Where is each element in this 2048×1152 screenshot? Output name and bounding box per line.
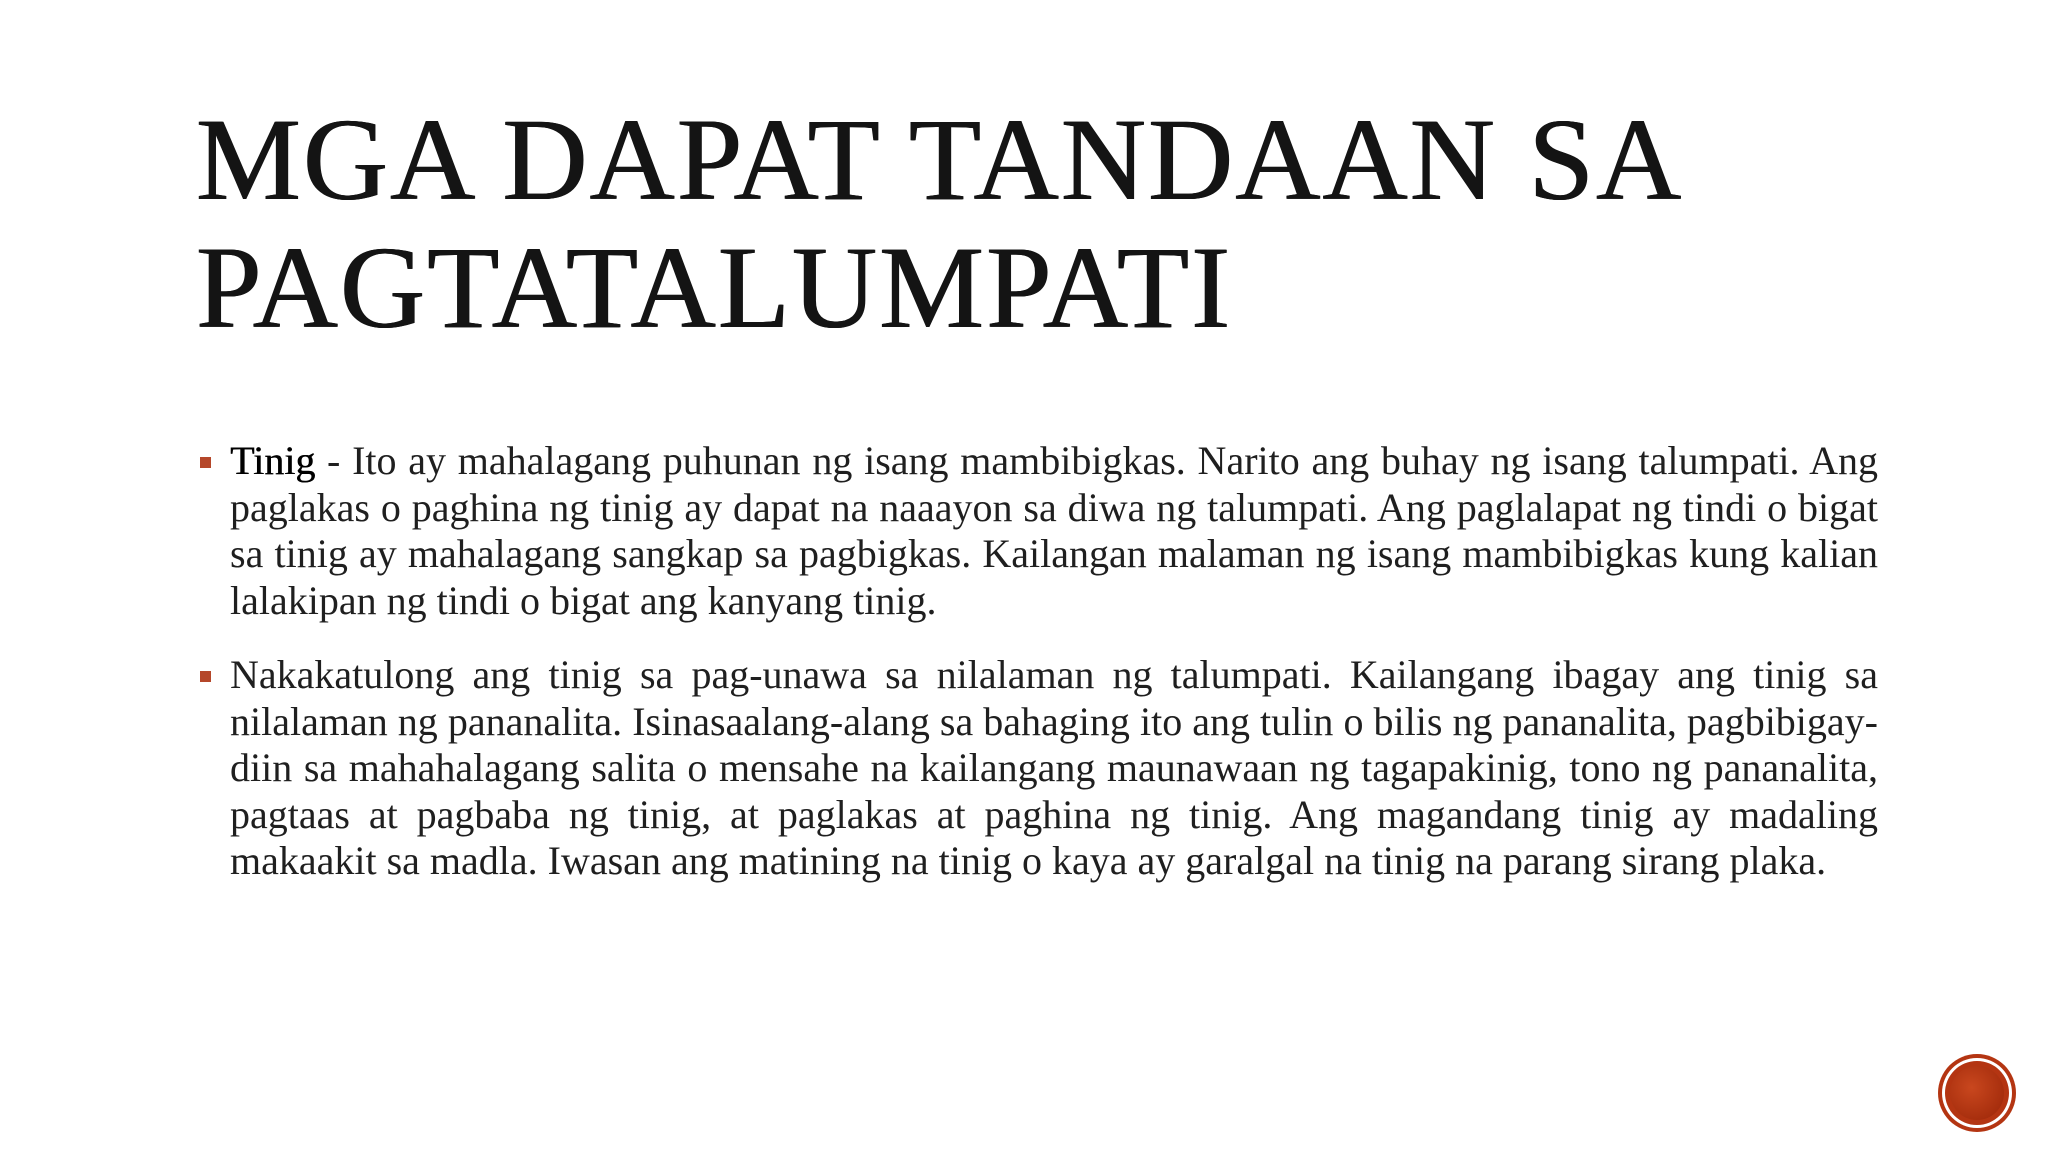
bullet-text: - Ito ay mahalagang puhunan ng isang mambibigkas. Narito ang buhay ng isang talumpati. Ang paglakas o paghina ng tinig ay dapat na naaayon sa diwa ng talumpati. Ang paglalapat ng tindi o bigat sa tinig ay mahalagang sangkap sa pagbigkas. Kailangan malaman ng isang mambibigkas kung kalian lalakipan ng tindi o bigat ang kanyang tinig.: [230, 438, 1878, 623]
bullet-item-pag-unawa: [196, 652, 1878, 885]
square-bullet-icon: [200, 457, 211, 468]
square-bullet-icon: [200, 671, 211, 682]
slide-title-line-2: PAGTATALUMPATI: [196, 222, 1233, 353]
circle-nav-button-icon[interactable]: [1942, 1058, 2012, 1128]
slide-title: [196, 96, 1896, 352]
bullet-item-tinig: [196, 438, 1878, 624]
slide-content: [196, 438, 1878, 913]
slide-title-line-1: MGA DAPAT TANDAAN SA: [196, 94, 1684, 225]
bullet-term: Tinig: [230, 438, 316, 483]
bullet-text: Nakakatulong ang tinig sa pag-unawa sa nilalaman ng talumpati. Kailangang ibagay ang tinig sa nilalaman ng pananalita. Isinasaalang-alang sa bahaging ito ang tulin o bilis ng pananalita, pagbibigay-diin sa mahahalagang salita o mensahe na kailangang maunawaan ng tagapakinig, tono ng pananalita, pagtaas at pagbaba ng tinig, at paglakas at paghina ng tinig. Ang magandang tinig ay madaling makaakit sa madla. Iwasan ang matining na tinig o kaya ay garalgal na tinig na parang sirang plaka.: [230, 652, 1878, 883]
